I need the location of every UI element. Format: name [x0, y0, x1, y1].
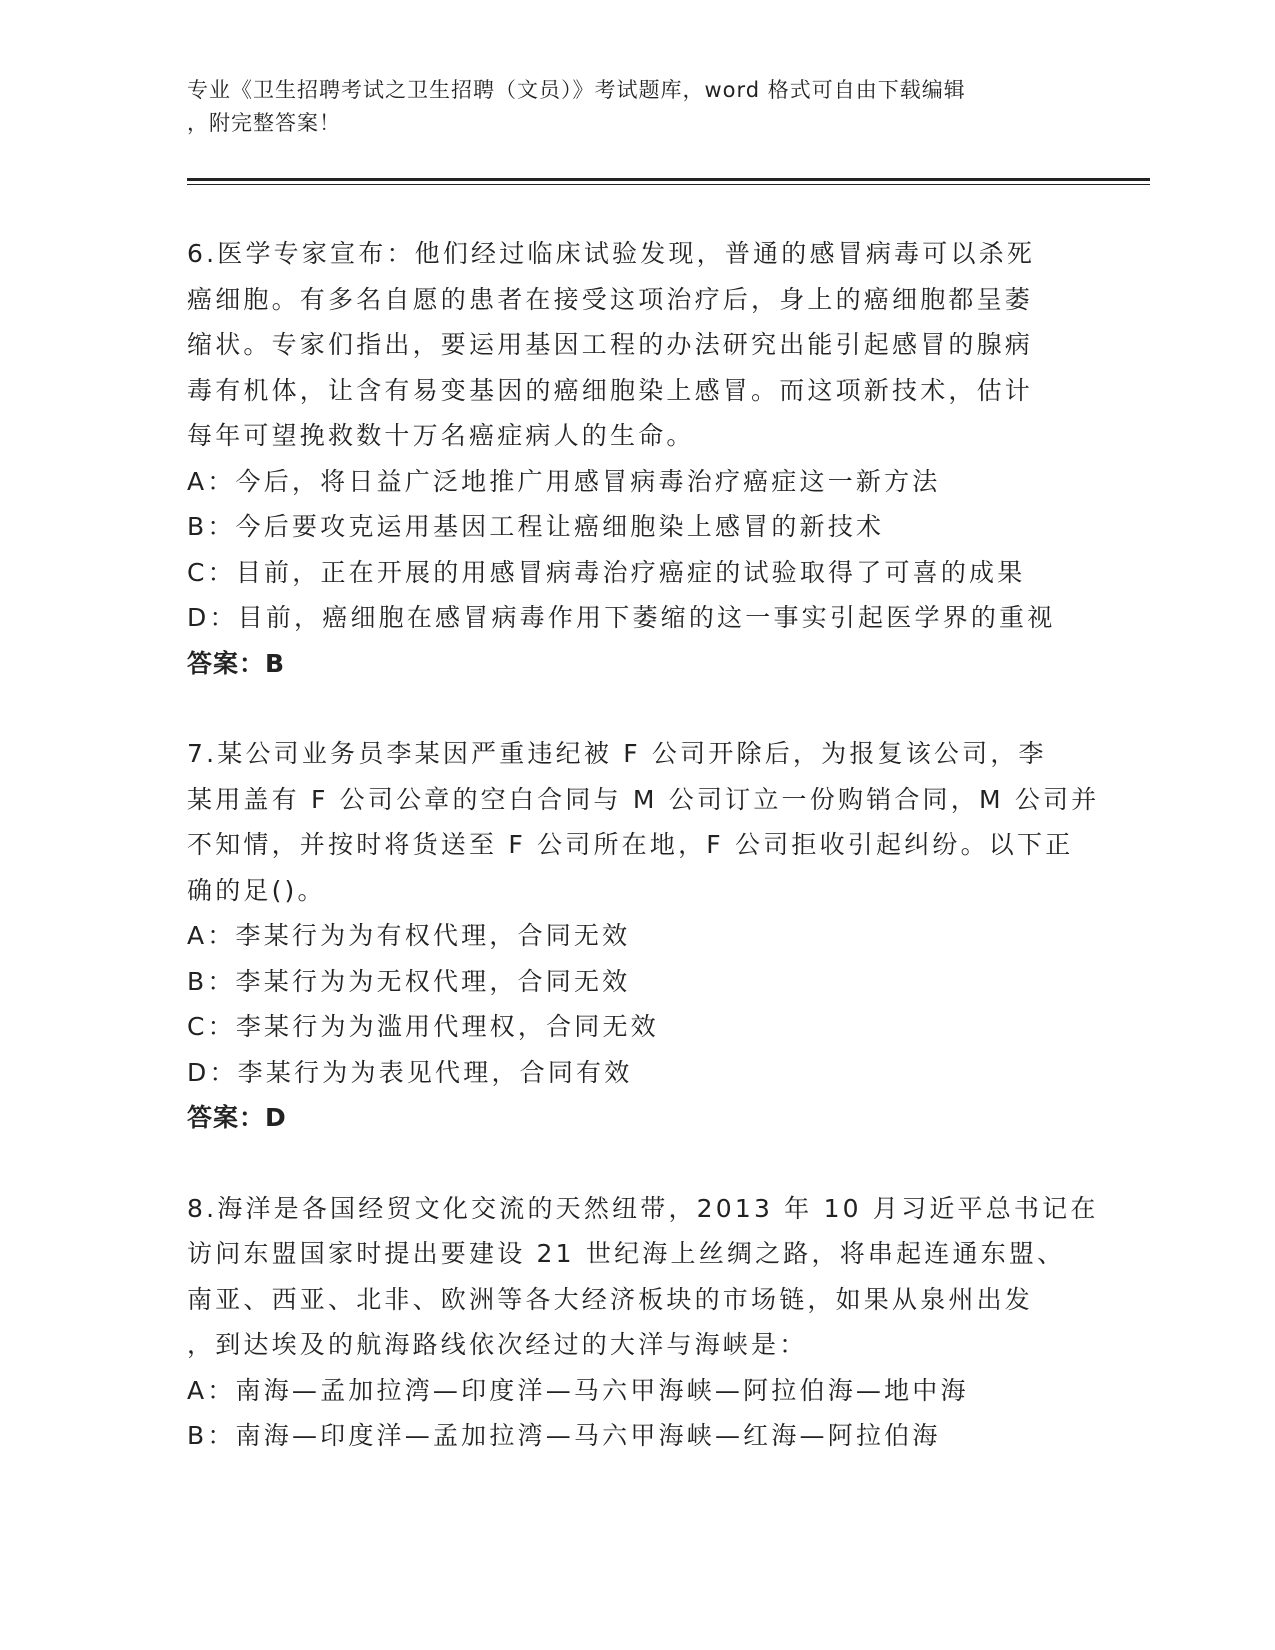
option-b: B：李某行为为无权代理，合同无效: [187, 966, 631, 996]
option-a: A：南海—孟加拉湾—印度洋—马六甲海峡—阿拉伯海—地中海: [187, 1375, 969, 1405]
answer-label: 答案：D: [187, 1103, 287, 1132]
question-text-line: 7.某公司业务员李某因严重违纪被 F 公司开除后，为报复该公司，李: [187, 739, 1047, 768]
question-text-line: 某用盖有 F 公司公章的空白合同与 M 公司订立一份购销合同，M 公司并: [187, 784, 1100, 814]
question-6: [187, 231, 1087, 686]
header-line: 专业《卫生招聘考试之卫生招聘（文员）》考试题库，word 格式可自由下载编辑: [187, 78, 966, 102]
question-text-line: 8.海洋是各国经贸文化交流的天然纽带，2013 年 10 月习近平总书记在: [187, 1193, 1099, 1223]
option-c: C：李某行为为滥用代理权，合同无效: [187, 1012, 659, 1041]
option-a: A：今后，将日益广泛地推广用感冒病毒治疗癌症这一新方法: [187, 466, 941, 496]
question-text-line: 南亚、西亚、北非、欧洲等各大经济板块的市场链，如果从泉州出发: [187, 1284, 1034, 1314]
question-text-line: 6.医学专家宣布：他们经过临床试验发现，普通的感冒病毒可以杀死: [187, 239, 1036, 268]
option-c: C：目前，正在开展的用感冒病毒治疗癌症的试验取得了可喜的成果: [187, 557, 1026, 587]
question-text-line: 癌细胞。有多名自愿的患者在接受这项治疗后，身上的癌细胞都呈萎: [187, 284, 1034, 314]
question-text-line: 毒有机体，让含有易变基因的癌细胞染上感冒。而这项新技术，估计: [187, 375, 1034, 405]
option-a: A：李某行为为有权代理，合同无效: [187, 921, 631, 950]
header-line: ，附完整答案！: [187, 111, 341, 135]
question-text-line: 每年可望挽救数十万名癌症病人的生命。: [187, 421, 695, 450]
document-header: [187, 74, 1087, 140]
header-divider-thin: [187, 184, 1150, 185]
option-d: D：李某行为为表见代理，合同有效: [187, 1057, 633, 1087]
question-8: [187, 1186, 1099, 1459]
question-text-line: 缩状。专家们指出，要运用基因工程的办法研究出能引起感冒的腺病: [187, 330, 1034, 359]
header-divider-thick: [187, 178, 1150, 181]
question-text-line: ，到达埃及的航海路线依次经过的大洋与海峡是：: [187, 1330, 808, 1359]
question-text-line: 访问东盟国家时提出要建设 21 世纪海上丝绸之路，将串起连通东盟、: [187, 1239, 1066, 1268]
option-b: B：南海—印度洋—孟加拉湾—马六甲海峡—红海—阿拉伯海: [187, 1421, 941, 1450]
question-list: [187, 231, 1100, 1504]
question-text-line: 不知情，并按时将货送至 F 公司所在地，F 公司拒收引起纠纷。以下正: [187, 830, 1074, 859]
question-text-line: 确的足()。: [187, 875, 326, 905]
option-b: B：今后要攻克运用基因工程让癌细胞染上感冒的新技术: [187, 512, 885, 541]
question-7: [187, 731, 1100, 1141]
option-d: D：目前，癌细胞在感冒病毒作用下萎缩的这一事实引起医学界的重视: [187, 603, 1056, 632]
answer-label: 答案：B: [187, 648, 286, 678]
